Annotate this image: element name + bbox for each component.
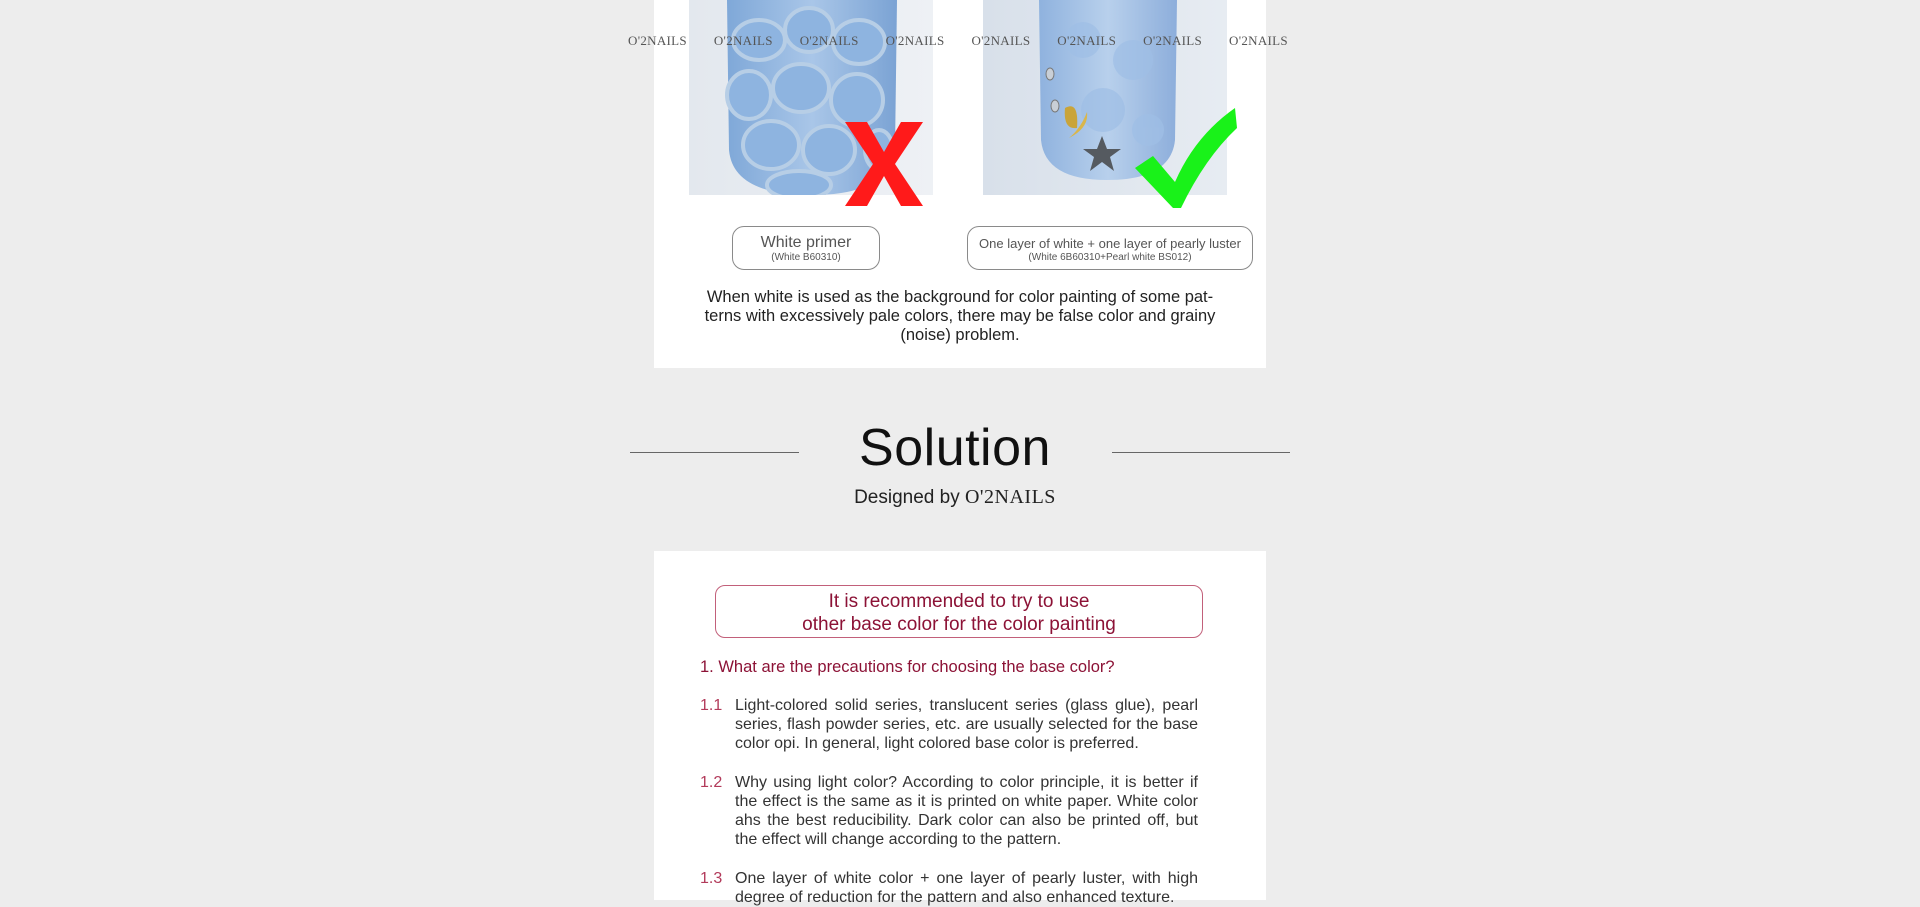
- label-subtitle: (White 6B60310+Pearl white BS012): [1028, 252, 1192, 263]
- cross-icon: [843, 118, 925, 210]
- section-title: Solution: [859, 419, 1051, 477]
- recommendation-box: [715, 585, 1203, 638]
- list-item: [700, 869, 1200, 907]
- item-number: 1.2: [700, 774, 723, 791]
- watermark-text: O'2NAILS: [1057, 33, 1117, 48]
- item-number: 1.3: [700, 870, 723, 887]
- watermark-text: O'2NAILS: [713, 33, 773, 48]
- designed-by: [700, 486, 1210, 509]
- recommendation-line: other base color for the color painting: [802, 614, 1116, 635]
- label-title: White primer: [760, 234, 852, 251]
- watermark-text: O'2NAILS: [1229, 33, 1288, 48]
- label-subtitle: (White B60310): [771, 252, 841, 263]
- brand-logo: O'2NAILS: [964, 486, 1056, 508]
- recommendation-line: It is recommended to try to use: [828, 591, 1090, 612]
- item-text: Light-colored solid series, translucent series (glass glue), pearl series, flash powder series, etc. are usually selected for the base color opi. In general, light colored base color is preferred.: [735, 697, 1198, 752]
- question-heading: 1. What are the precautions for choosing the base color?: [700, 658, 1115, 676]
- comparison-description: When white is used as the background for color painting of some pat-terns with excessively pale colors, there may be false color and grainy (noise) problem.: [704, 288, 1216, 344]
- watermark-text: O'2NAILS: [885, 33, 945, 48]
- check-icon: [1133, 106, 1237, 210]
- label-title: One layer of white + one layer of pearly luster: [979, 236, 1241, 251]
- watermark-text: O'2NAILS: [799, 33, 859, 48]
- label-white-pearl: [967, 226, 1253, 270]
- list-item: [700, 696, 1200, 753]
- label-white-primer: [732, 226, 880, 270]
- list-item: [700, 773, 1200, 849]
- item-text: One layer of white color + one layer of pearly luster, with high degree of reduction for the pattern and also enhanced texture.: [735, 870, 1198, 906]
- brand-watermark-strip: [628, 33, 1288, 49]
- item-text: Why using light color? According to color principle, it is better if the effect is the same as it is printed on white paper. White color ahs the best reducibility. Dark color can also be printed off, but the effect will change according to the pattern.: [735, 774, 1198, 848]
- watermark-text: O'2NAILS: [628, 33, 687, 48]
- designed-by-label: Designed by: [854, 487, 960, 508]
- watermark-text: O'2NAILS: [1143, 33, 1203, 48]
- item-number: 1.1: [700, 697, 723, 714]
- watermark-text: O'2NAILS: [971, 33, 1031, 48]
